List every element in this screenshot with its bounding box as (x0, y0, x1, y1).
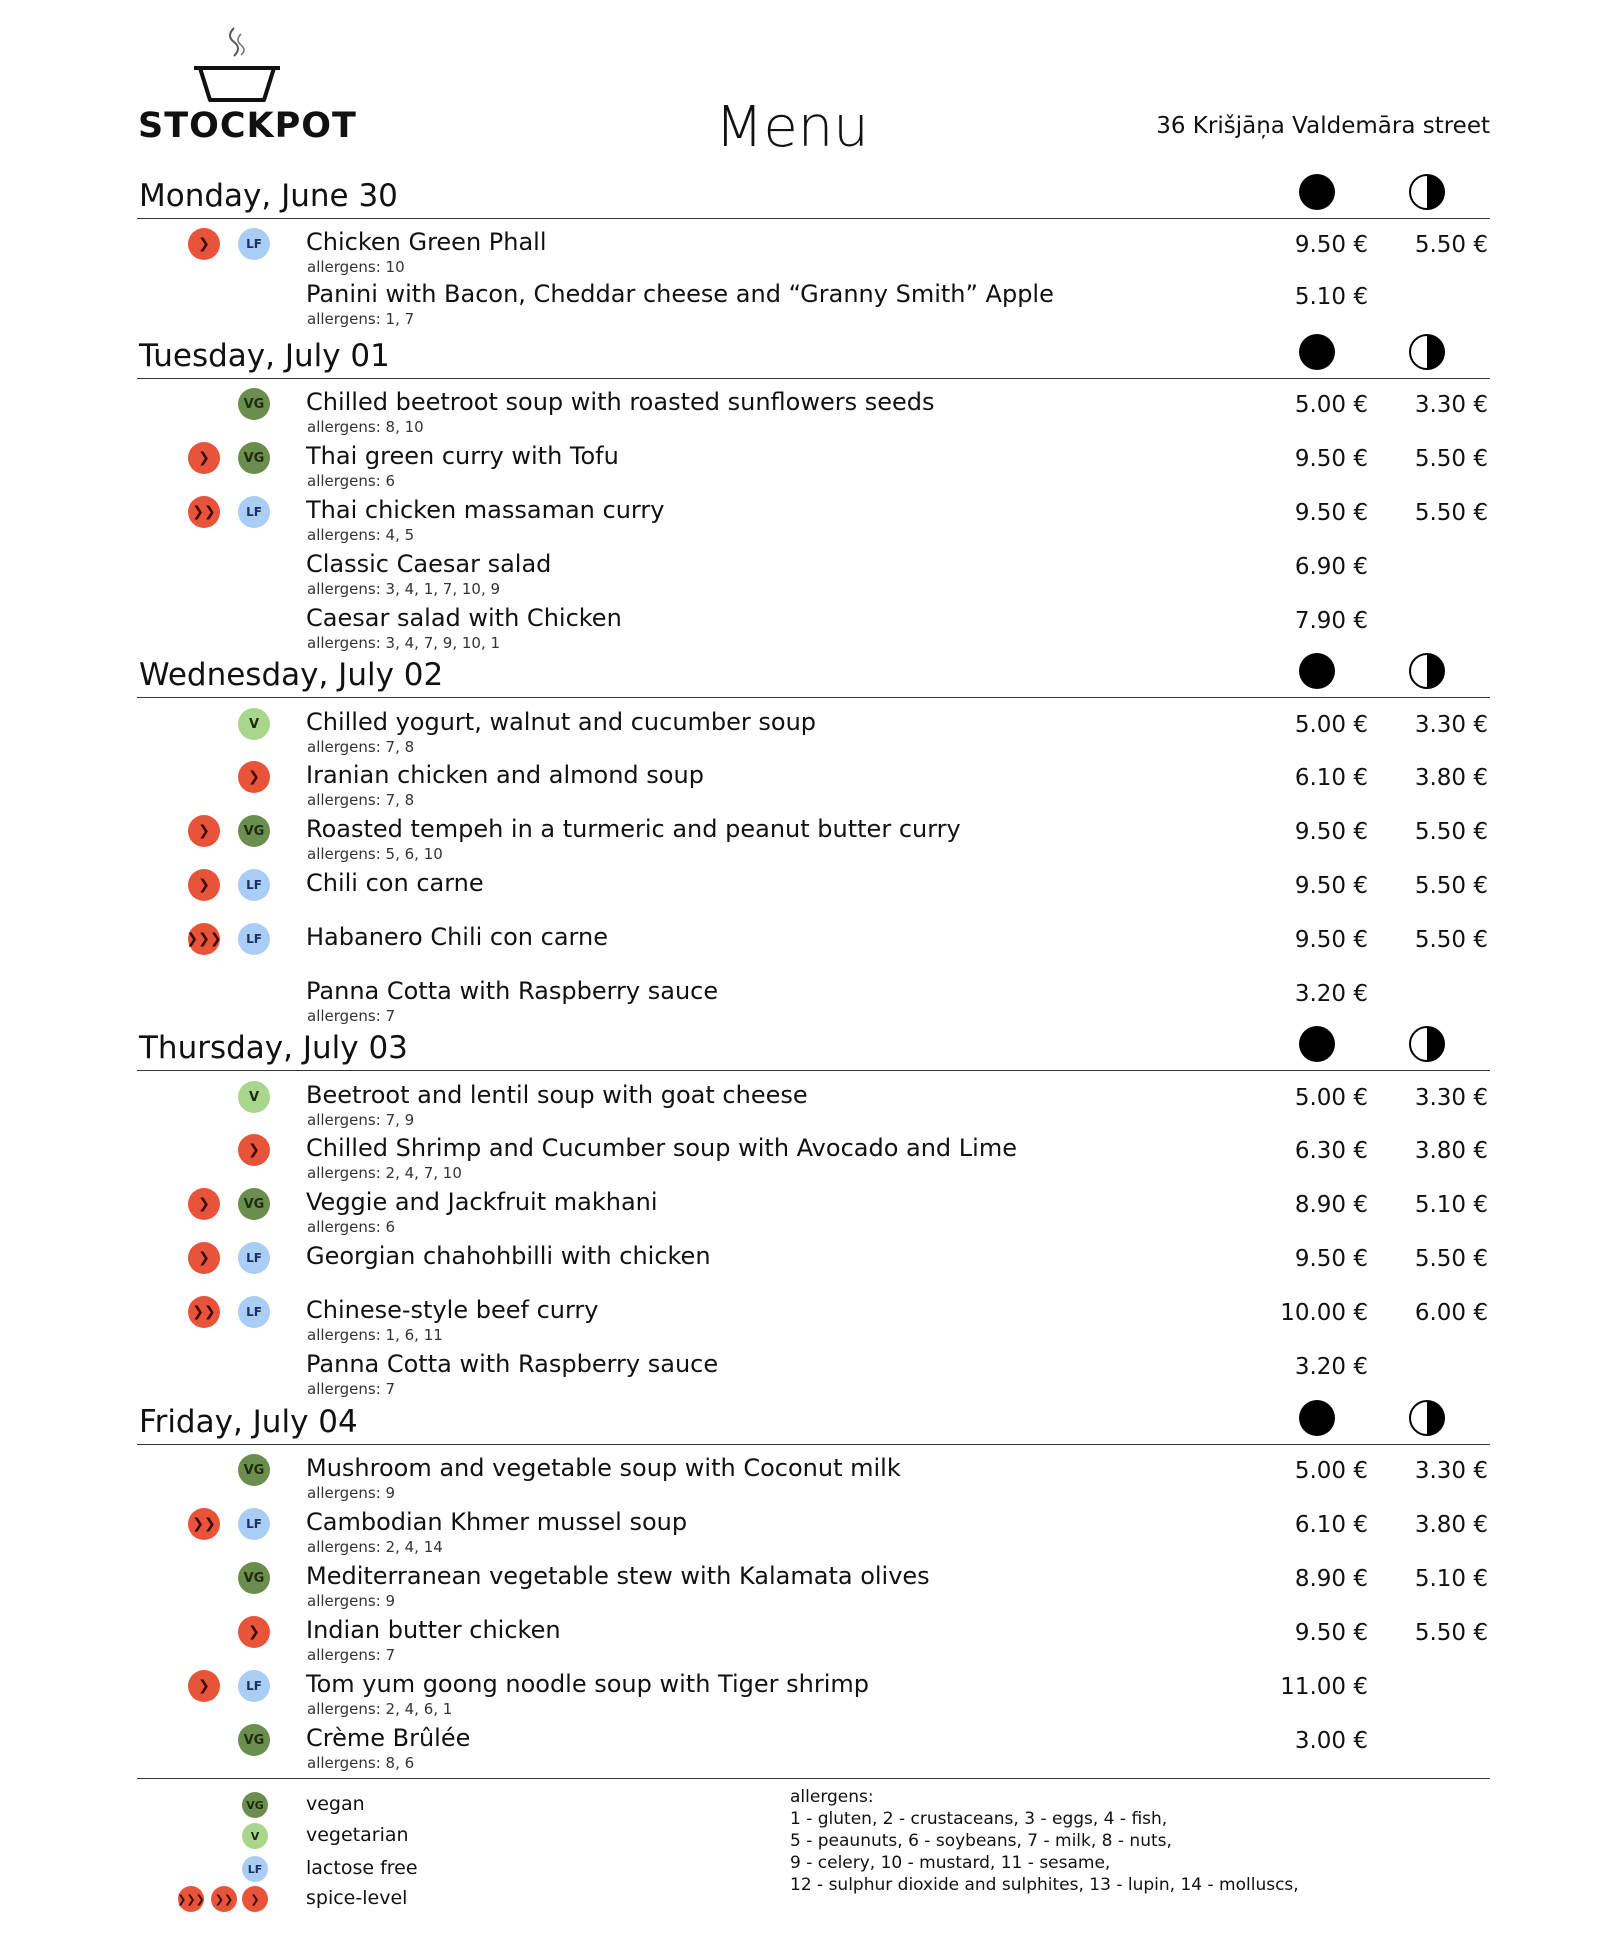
half-portion-icon (1409, 174, 1445, 210)
vegan-icon: VG (238, 1188, 270, 1220)
price-full-portion: 5.00 € (1294, 392, 1368, 418)
chili-pepper-icon: ❯ (238, 1134, 270, 1166)
dish-name: Thai green curry with Tofu (306, 442, 619, 470)
dish-allergens: allergens: 8, 6 (307, 1754, 415, 1772)
half-portion-icon (1409, 653, 1445, 689)
dish-row (0, 977, 1600, 1027)
allergen-key-line: 12 - sulphur dioxide and sulphites, 13 - lupin, 14 - molluscs, (790, 1875, 1299, 1895)
dish-row (0, 761, 1600, 811)
chili-pepper-icon: ❯ (188, 815, 220, 847)
full-portion-icon (1299, 334, 1335, 370)
dish-allergens: allergens: 7, 9 (307, 1111, 415, 1129)
dish-row (0, 1296, 1600, 1346)
price-half-portion: 5.10 € (1414, 1192, 1488, 1218)
dish-name: Cambodian Khmer mussel soup (306, 1508, 688, 1536)
page-title: Menu (715, 95, 869, 160)
dish-name: Veggie and Jackfruit makhani (306, 1188, 658, 1216)
dish-row (0, 1508, 1600, 1558)
allergen-key-line: 9 - celery, 10 - mustard, 11 - sesame, (790, 1853, 1111, 1873)
price-full-portion: 5.00 € (1294, 1085, 1368, 1111)
dish-row (0, 1242, 1600, 1292)
dish-row (0, 442, 1600, 492)
price-full-portion: 9.50 € (1294, 1246, 1368, 1272)
vegan-icon: VG (238, 388, 270, 420)
price-full-portion: 6.10 € (1294, 1512, 1368, 1538)
dish-name: Mushroom and vegetable soup with Coconut milk (306, 1454, 901, 1482)
dish-name: Roasted tempeh in a turmeric and peanut butter curry (306, 815, 961, 843)
price-half-portion: 5.50 € (1414, 446, 1488, 472)
dish-name: Habanero Chili con carne (306, 923, 608, 951)
logo (138, 24, 357, 154)
dish-row (0, 388, 1600, 438)
price-half-portion: 5.50 € (1414, 873, 1488, 899)
price-full-portion: 10.00 € (1280, 1300, 1368, 1326)
price-full-portion: 5.10 € (1294, 284, 1368, 310)
lactose-free-icon: LF (238, 923, 270, 955)
day-header (137, 1030, 1490, 1071)
lactose-free-icon: LF (238, 1242, 270, 1274)
dish-name: Caesar salad with Chicken (306, 604, 622, 632)
dish-name: Iranian chicken and almond soup (306, 761, 704, 789)
allergen-key (790, 1786, 1299, 1896)
dish-allergens: allergens: 8, 10 (307, 418, 424, 436)
spice-2-icon: ❯❯ (211, 1886, 237, 1912)
day-title: Thursday, July 03 (139, 1030, 408, 1066)
price-half-portion: 5.10 € (1414, 1566, 1488, 1592)
lactose-free-icon: LF (238, 1508, 270, 1540)
price-half-portion: 6.00 € (1414, 1300, 1488, 1326)
dish-row (0, 923, 1600, 973)
price-full-portion: 3.20 € (1294, 1354, 1368, 1380)
legend-spice-level (0, 1886, 600, 1916)
half-portion-icon (1409, 1400, 1445, 1436)
allergen-key-line: 1 - gluten, 2 - crustaceans, 3 - eggs, 4 - fish, (790, 1809, 1168, 1829)
legend-vegetarian (0, 1823, 600, 1853)
chili-pepper-icon: ❯ (188, 1242, 220, 1274)
allergen-key-title: allergens: (790, 1787, 874, 1807)
dish-allergens: allergens: 2, 4, 14 (307, 1538, 443, 1556)
vegetarian-icon: V (238, 708, 270, 740)
price-half-portion: 5.50 € (1414, 500, 1488, 526)
price-half-portion: 3.80 € (1414, 1512, 1488, 1538)
price-full-portion: 8.90 € (1294, 1566, 1368, 1592)
full-portion-icon (1299, 1026, 1335, 1062)
address: 36 Krišjāņa Valdemāra street (1156, 113, 1490, 139)
dish-name: Panna Cotta with Raspberry sauce (306, 977, 719, 1005)
price-half-portion: 5.50 € (1414, 1246, 1488, 1272)
price-half-portion: 3.30 € (1414, 392, 1488, 418)
chili-pepper-icon: ❯ (188, 442, 220, 474)
dish-name: Thai chicken massaman curry (306, 496, 665, 524)
day-title: Tuesday, July 01 (139, 338, 390, 374)
allergen-key-line: 5 - peaunuts, 6 - soybeans, 7 - milk, 8 - nuts, (790, 1831, 1172, 1851)
legend-spice-label: spice-level (306, 1887, 408, 1909)
price-full-portion: 8.90 € (1294, 1192, 1368, 1218)
dish-row (0, 1350, 1600, 1400)
day-title: Wednesday, July 02 (139, 657, 444, 693)
dish-row (0, 869, 1600, 919)
price-full-portion: 9.50 € (1294, 819, 1368, 845)
chili-pepper-icon: ❯ (188, 228, 220, 260)
lactose-free-icon: LF (242, 1856, 268, 1882)
dish-name: Chicken Green Phall (306, 228, 547, 256)
dish-name: Chilled beetroot soup with roasted sunflowers seeds (306, 388, 935, 416)
price-half-portion: 3.30 € (1414, 1458, 1488, 1484)
price-full-portion: 7.90 € (1294, 608, 1368, 634)
vegan-icon: VG (238, 815, 270, 847)
half-portion-icon (1409, 334, 1445, 370)
legend-divider (137, 1778, 1490, 1779)
chili-pepper-icon: ❯❯ (188, 1296, 220, 1328)
dish-row (0, 815, 1600, 865)
dish-allergens: allergens: 7 (307, 1380, 396, 1398)
lactose-free-icon: LF (238, 496, 270, 528)
day-title: Friday, July 04 (139, 1404, 358, 1440)
full-portion-icon (1299, 174, 1335, 210)
dish-row (0, 1724, 1600, 1774)
price-full-portion: 6.30 € (1294, 1138, 1368, 1164)
vegetarian-icon: V (238, 1081, 270, 1113)
vegan-icon: VG (238, 1562, 270, 1594)
full-portion-icon (1299, 1400, 1335, 1436)
day-header (137, 1404, 1490, 1445)
price-full-portion: 9.50 € (1294, 1620, 1368, 1646)
price-full-portion: 9.50 € (1294, 927, 1368, 953)
dish-allergens: allergens: 7 (307, 1007, 396, 1025)
dish-row (0, 1616, 1600, 1666)
day-header (137, 338, 1490, 379)
dish-row (0, 708, 1600, 758)
day-header (137, 178, 1490, 219)
lactose-free-icon: LF (238, 869, 270, 901)
dish-name: Chinese-style beef curry (306, 1296, 599, 1324)
dish-allergens: allergens: 7, 8 (307, 791, 415, 809)
price-full-portion: 9.50 € (1294, 500, 1368, 526)
price-full-portion: 9.50 € (1294, 873, 1368, 899)
dish-allergens: allergens: 3, 4, 1, 7, 10, 9 (307, 580, 501, 598)
price-full-portion: 3.20 € (1294, 981, 1368, 1007)
dish-allergens: allergens: 3, 4, 7, 9, 10, 1 (307, 634, 501, 652)
full-portion-icon (1299, 653, 1335, 689)
vegan-icon: VG (238, 442, 270, 474)
dish-name: Tom yum goong noodle soup with Tiger shrimp (306, 1670, 870, 1698)
price-half-portion: 3.80 € (1414, 765, 1488, 791)
dish-allergens: allergens: 10 (307, 258, 405, 276)
chili-pepper-icon: ❯ (188, 869, 220, 901)
price-half-portion: 5.50 € (1414, 1620, 1488, 1646)
legend-vegan-label: vegan (306, 1793, 365, 1815)
legend-vegan (0, 1792, 600, 1822)
dish-allergens: allergens: 5, 6, 10 (307, 845, 443, 863)
dish-allergens: allergens: 6 (307, 1218, 396, 1236)
dish-row (0, 280, 1600, 330)
spice-3-icon: ❯❯❯ (178, 1886, 204, 1912)
dish-name: Crème Brûlée (306, 1724, 471, 1752)
legend-vegetarian-label: vegetarian (306, 1824, 409, 1846)
price-full-portion: 11.00 € (1280, 1674, 1368, 1700)
brand-name: STOCKPOT (138, 106, 357, 146)
day-header (137, 657, 1490, 698)
price-half-portion: 3.30 € (1414, 712, 1488, 738)
dish-name: Mediterranean vegetable stew with Kalamata olives (306, 1562, 930, 1590)
dish-allergens: allergens: 7, 8 (307, 738, 415, 756)
dish-name: Chilled yogurt, walnut and cucumber soup (306, 708, 817, 736)
steaming-pot-icon (194, 24, 280, 104)
vegetarian-icon: V (242, 1823, 268, 1849)
price-half-portion: 5.50 € (1414, 232, 1488, 258)
price-full-portion: 5.00 € (1294, 1458, 1368, 1484)
dish-allergens: allergens: 2, 4, 6, 1 (307, 1700, 453, 1718)
dish-row (0, 496, 1600, 546)
price-full-portion: 9.50 € (1294, 232, 1368, 258)
legend-lactose-free-label: lactose free (306, 1857, 418, 1879)
dish-name: Chilled Shrimp and Cucumber soup with Avocado and Lime (306, 1134, 1017, 1162)
dish-row (0, 228, 1600, 278)
price-full-portion: 5.00 € (1294, 712, 1368, 738)
dish-allergens: allergens: 1, 6, 11 (307, 1326, 443, 1344)
dish-name: Indian butter chicken (306, 1616, 561, 1644)
legend-lactose-free (0, 1856, 600, 1886)
chili-pepper-icon: ❯ (188, 1670, 220, 1702)
dish-allergens: allergens: 2, 4, 7, 10 (307, 1164, 462, 1182)
dish-row (0, 1188, 1600, 1238)
price-half-portion: 5.50 € (1414, 927, 1488, 953)
dish-allergens: allergens: 4, 5 (307, 526, 415, 544)
dish-allergens: allergens: 6 (307, 472, 396, 490)
dish-name: Chili con carne (306, 869, 484, 897)
spice-1-icon: ❯ (242, 1886, 268, 1912)
vegan-icon: VG (238, 1454, 270, 1486)
dish-allergens: allergens: 7 (307, 1646, 396, 1664)
dish-allergens: allergens: 1, 7 (307, 310, 415, 328)
day-title: Monday, June 30 (139, 178, 398, 214)
price-full-portion: 3.00 € (1294, 1728, 1368, 1754)
lactose-free-icon: LF (238, 1670, 270, 1702)
chili-pepper-icon: ❯ (238, 1616, 270, 1648)
dish-name: Georgian chahohbilli with chicken (306, 1242, 711, 1270)
dish-row (0, 604, 1600, 654)
price-full-portion: 6.90 € (1294, 554, 1368, 580)
dish-allergens: allergens: 9 (307, 1592, 396, 1610)
dish-name: Panna Cotta with Raspberry sauce (306, 1350, 719, 1378)
vegan-icon: VG (238, 1724, 270, 1756)
dish-name: Beetroot and lentil soup with goat cheese (306, 1081, 808, 1109)
dish-row (0, 1081, 1600, 1131)
chili-pepper-icon: ❯❯ (188, 496, 220, 528)
price-full-portion: 9.50 € (1294, 446, 1368, 472)
price-half-portion: 3.30 € (1414, 1085, 1488, 1111)
chili-pepper-icon: ❯ (188, 1188, 220, 1220)
dish-row (0, 1562, 1600, 1612)
lactose-free-icon: LF (238, 1296, 270, 1328)
lactose-free-icon: LF (238, 228, 270, 260)
dish-name: Classic Caesar salad (306, 550, 552, 578)
dish-row (0, 1454, 1600, 1504)
dish-row (0, 1670, 1600, 1720)
dish-row (0, 550, 1600, 600)
chili-pepper-icon: ❯ (238, 761, 270, 793)
dish-row (0, 1134, 1600, 1184)
vegan-icon: VG (242, 1792, 268, 1818)
dish-allergens: allergens: 9 (307, 1484, 396, 1502)
price-half-portion: 5.50 € (1414, 819, 1488, 845)
dish-name: Panini with Bacon, Cheddar cheese and “Granny Smith” Apple (306, 280, 1054, 308)
chili-pepper-icon: ❯❯❯ (188, 923, 220, 955)
chili-pepper-icon: ❯❯ (188, 1508, 220, 1540)
price-half-portion: 3.80 € (1414, 1138, 1488, 1164)
half-portion-icon (1409, 1026, 1445, 1062)
price-full-portion: 6.10 € (1294, 765, 1368, 791)
